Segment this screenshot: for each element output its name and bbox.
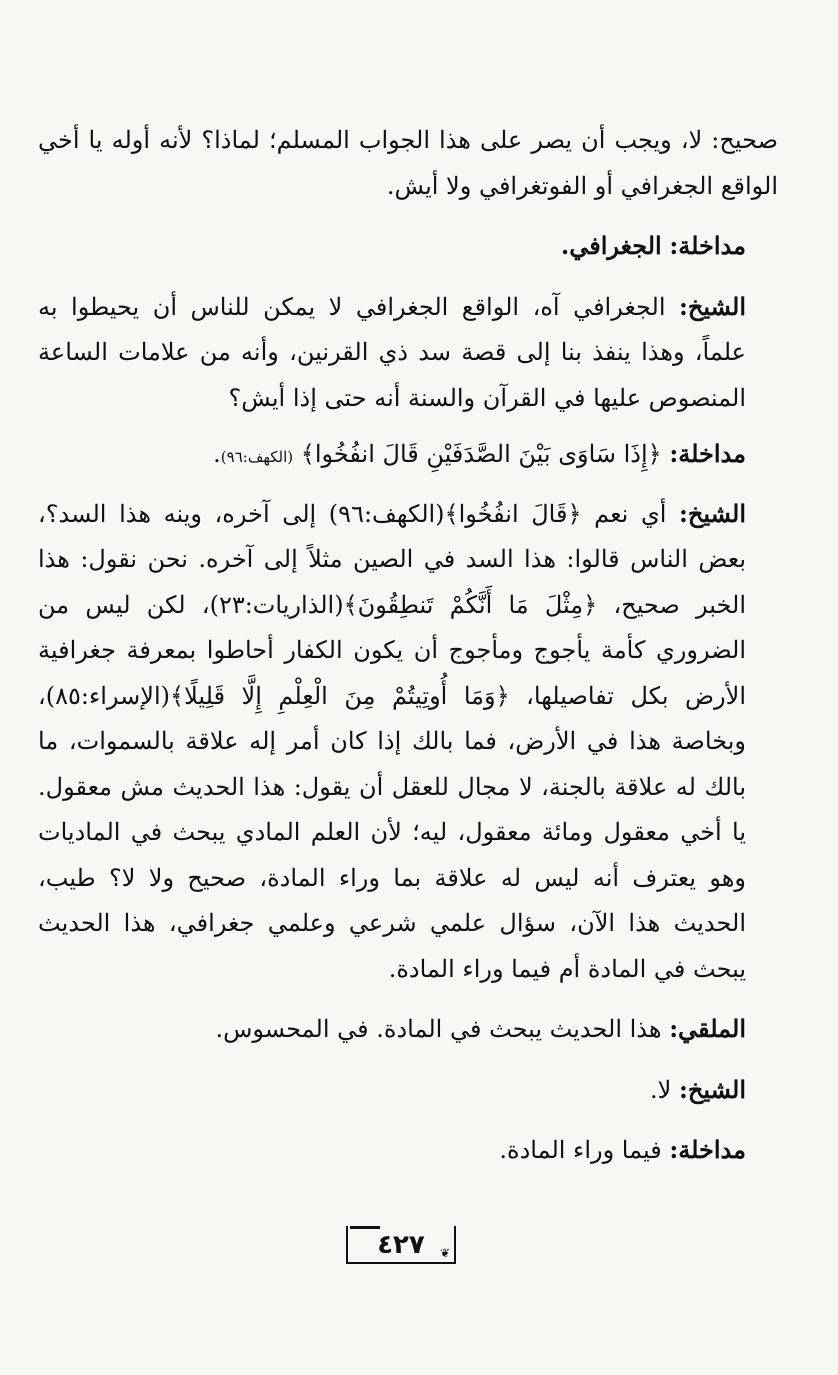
speaker-label: مداخلة:: [669, 231, 746, 260]
paragraph-tail: .: [213, 440, 221, 468]
paragraph-text: فيما وراء المادة.: [499, 1136, 662, 1164]
speaker-label: الملقي:: [669, 1014, 746, 1043]
paragraph-text: الجغرافي.: [560, 231, 662, 260]
paragraph-text: لا.: [650, 1075, 672, 1104]
paragraph-text: صحيح: لا، ويجب أن يصر على هذا الجواب المسلم؛ لماذا؟ لأنه أوله يا أخي الواقع الجغرافي أو الفوتغرافي ولا أيش.: [38, 126, 778, 200]
paragraph-7: [38, 1067, 778, 1114]
paragraph-8: [38, 1127, 778, 1174]
ornament-icon: ❦: [439, 1246, 451, 1260]
paragraph-4: [38, 431, 778, 481]
paragraph-text: هذا الحديث يبحث في المادة. في المحسوس.: [215, 1015, 662, 1043]
speaker-label: الشيخ:: [679, 1074, 746, 1104]
speaker-label: مداخلة:: [669, 439, 746, 468]
page-body: [38, 118, 778, 1174]
paragraph-1: [38, 118, 778, 209]
speaker-label: الشيخ:: [679, 498, 746, 528]
speaker-label: الشيخ:: [679, 291, 746, 321]
paragraph-text: الجغرافي آه، الواقع الجغرافي لا يمكن للناس أن يحيطوا به علماً، وهذا ينفذ بنا إلى قصة سد ذي القرنين، وأنه من علامات الساعة المنصوص عليها في القرآن والسنة أنه حتى إذا أيش؟: [38, 292, 746, 412]
paragraph-6: [38, 1006, 778, 1053]
page-number: ٤٢٧: [377, 1230, 425, 1260]
quran-verse: ﴿إِذَا سَاوَى بَيْنَ الصَّدَفَيْنِ قَالَ انفُخُوا﴾: [300, 440, 662, 468]
paragraph-3: [38, 284, 778, 422]
speaker-label: مداخلة:: [669, 1135, 746, 1164]
paragraph-2: [38, 223, 778, 270]
verse-reference: (الكهف:٩٦): [220, 448, 294, 466]
page-number-frame: [346, 1226, 456, 1264]
paragraph-5: [38, 491, 778, 993]
paragraph-text: أي نعم ﴿قَالَ انفُخُوا﴾(الكهف:٩٦) إلى آخره، وينه هذا السد؟، بعض الناس قالوا: هذا السد في الصين مثلاً إلى آخره. نحن نقول: هذا الخبر صحيح، ﴿مِثْلَ مَا أَنَّكُمْ تَنطِقُونَ﴾(الذاريات:٢٣)، لكن ليس من الضروري كأمة يأجوج ومأجوج أن يكون الكفار أحاطوا بمعرفة جغرافية الأرض بكل تفاصيلها، ﴿وَمَا أُوتِيتُمْ مِنَ الْعِلْمِ إِلَّا قَلِيلًا﴾(الإسراء:٨٥)، وبخاصة هذا في الأرض، فما بالك إذا كان أمر إله علاقة بالسموات، ما بالك له علاقة بالجنة، لا مجال للعقل أن يقول: هذا الحديث مش معقول. يا أخي معقول ومائة معقول، ليه؛ لأن العلم المادي يبحث في الماديات وهو يعترف أنه ليس له علاقة بما وراء المادة، صحيح ولا لا؟ طيب، الحديث هذا الآن، سؤال علمي شرعي وعلمي جغرافي، هذا الحديث يبحث في المادة أم فيما وراء المادة.: [38, 499, 746, 983]
